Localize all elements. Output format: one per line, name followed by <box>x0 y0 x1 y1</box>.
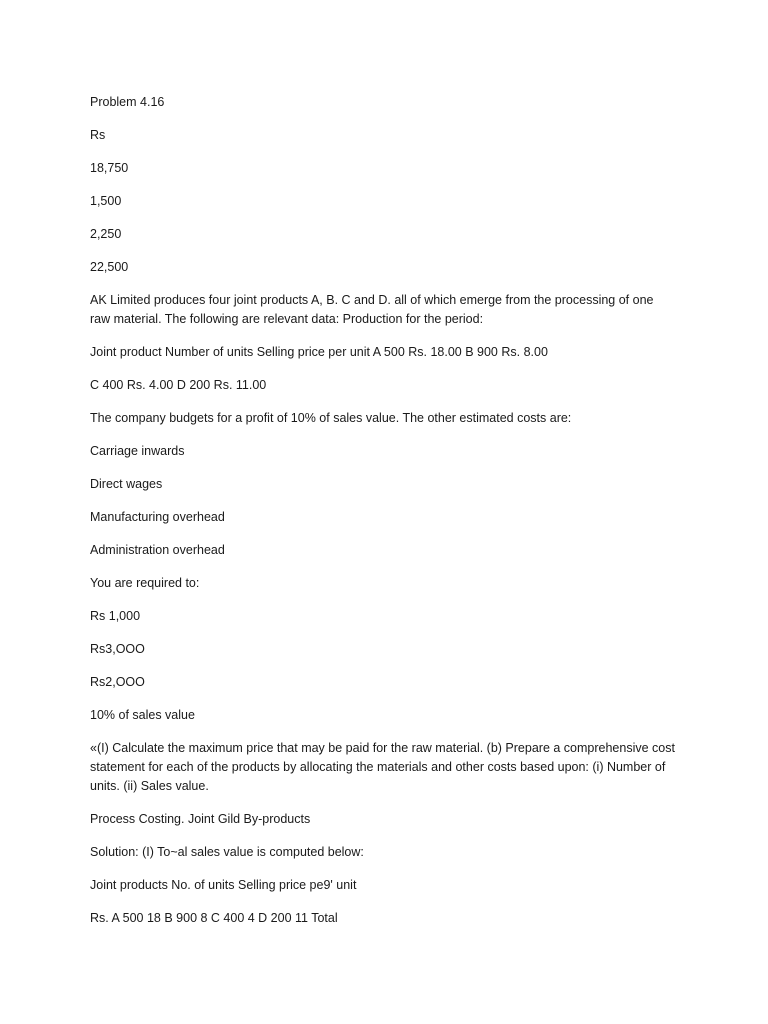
cost-item: Direct wages <box>90 477 163 491</box>
product-data-line: Joint product Number of units Selling price per unit A 500 Rs. 18.00 B 900 Rs. 8.00 <box>90 345 548 359</box>
solution-intro: Solution: (I) To~al sales value is computed below: <box>90 845 364 859</box>
cost-amount: Rs 1,000 <box>90 609 141 623</box>
requirements: «(I) Calculate the maximum price that may be paid for the raw material. (b) Prepare a comprehensive cost statement for each of the products by allocating the materials and other costs based upon: (i) Number of units. (ii) Sales value. <box>90 741 675 793</box>
section-title: Process Costing. Joint Gild By-products <box>90 812 311 826</box>
cost-item: Carriage inwards <box>90 444 185 458</box>
solution-table-header: Joint products No. of units Selling price pe9' unit <box>90 878 357 892</box>
problem-heading: Problem 4.16 <box>90 95 165 109</box>
budget-statement: The company budgets for a profit of 10% of sales value. The other estimated costs are: <box>90 411 572 425</box>
cost-item: Administration overhead <box>90 543 225 557</box>
requirement-intro: You are required to: <box>90 576 200 590</box>
cost-item: Manufacturing overhead <box>90 510 225 524</box>
cost-amount: Rs3,OOO <box>90 642 145 656</box>
currency-label: Rs <box>90 128 106 142</box>
amount-line: 2,250 <box>90 227 122 241</box>
amount-line: 18,750 <box>90 161 129 175</box>
amount-line: 1,500 <box>90 194 122 208</box>
cost-amount: Rs2,OOO <box>90 675 145 689</box>
document-page <box>90 93 675 942</box>
cost-amount: 10% of sales value <box>90 708 195 722</box>
problem-description: AK Limited produces four joint products A, B. C and D. all of which emerge from the processing of one raw material. The following are relevant data: Production for the period: <box>90 293 654 326</box>
product-data-line: C 400 Rs. 4.00 D 200 Rs. 11.00 <box>90 378 267 392</box>
amount-line: 22,500 <box>90 260 129 274</box>
solution-table-row: Rs. A 500 18 B 900 8 C 400 4 D 200 11 Total <box>90 911 338 925</box>
